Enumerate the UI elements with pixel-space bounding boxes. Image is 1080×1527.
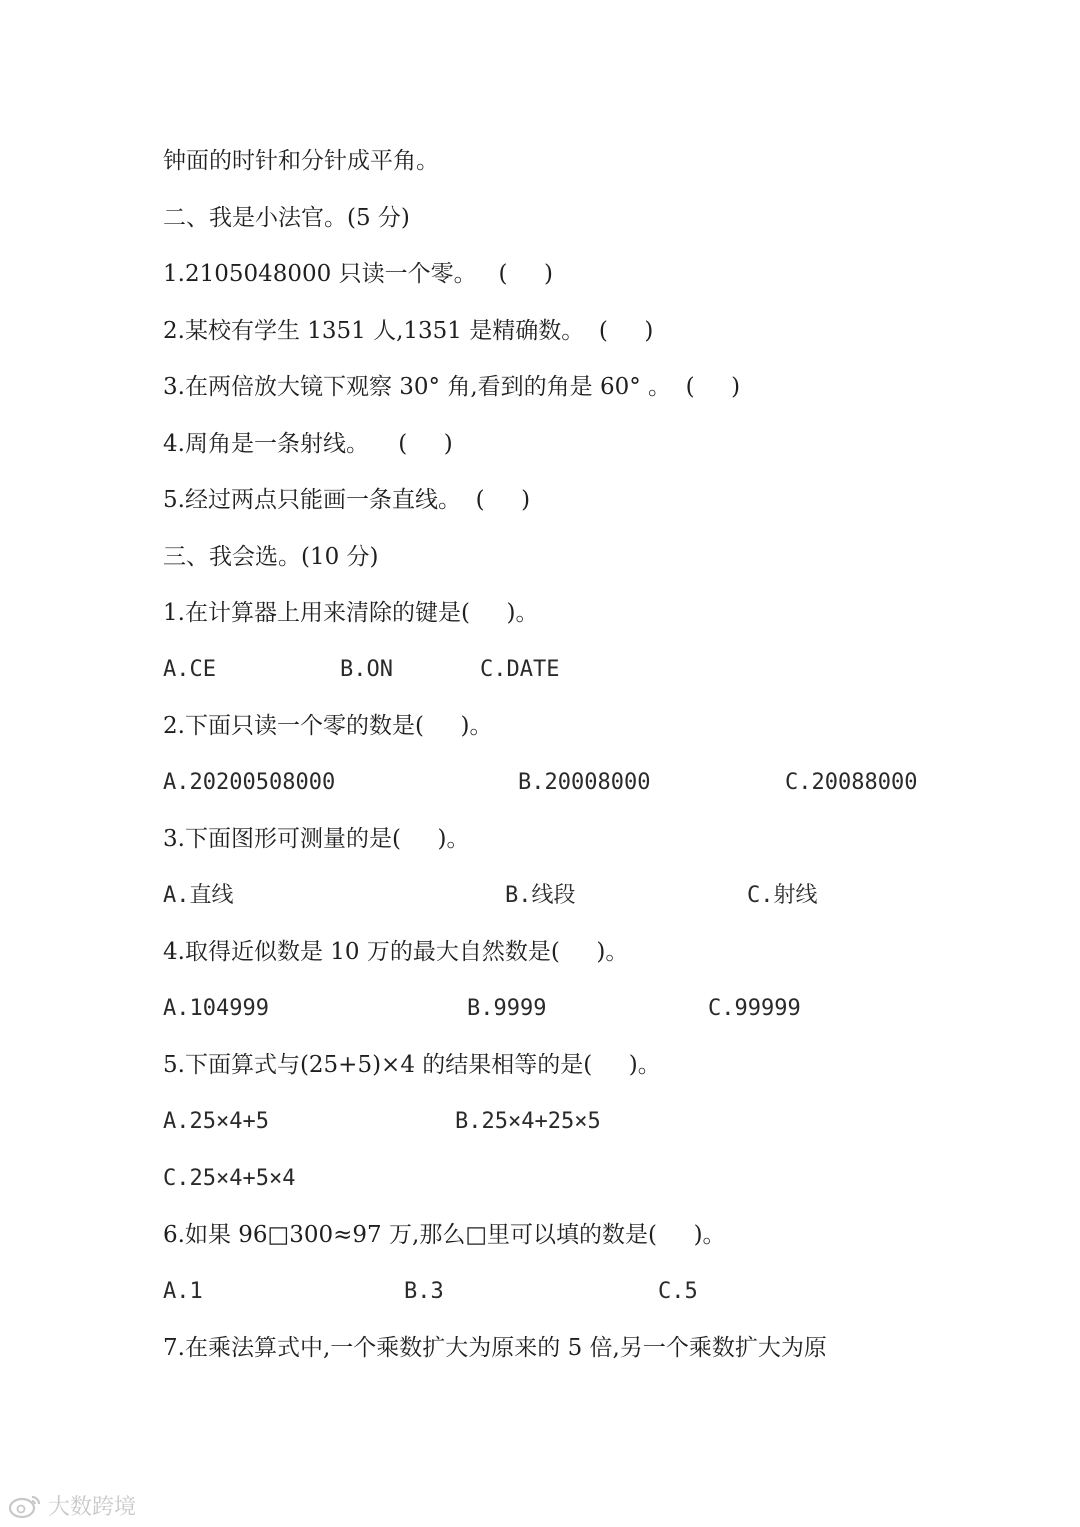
q6-option-a: A.1 — [163, 1279, 203, 1304]
q1-option-c: C.DATE — [480, 657, 560, 682]
q2-option-b: B.20008000 — [518, 770, 651, 795]
judge-item-4: 4.周角是一条射线。 ( ) — [163, 431, 453, 457]
choice-question-6: 6.如果 96□300≈97 万,那么□里可以填的数是( )。 — [163, 1222, 726, 1248]
choice-question-5: 5.下面算式与(25+5)×4 的结果相等的是( )。 — [163, 1052, 661, 1078]
watermark — [8, 1490, 136, 1521]
q1-option-a: A.CE — [163, 657, 216, 682]
section-3-heading: 三、我会选。(10 分) — [163, 544, 379, 570]
choice-question-7: 7.在乘法算式中,一个乘数扩大为原来的 5 倍,另一个乘数扩大为原 — [163, 1335, 827, 1361]
choice-question-2: 2.下面只读一个零的数是( )。 — [163, 713, 493, 739]
q2-option-c: C.20088000 — [785, 770, 918, 795]
section-2-heading: 二、我是小法官。(5 分) — [163, 205, 410, 231]
q3-option-a: A.直线 — [163, 883, 234, 908]
q5-option-a: A.25×4+5 — [163, 1109, 269, 1134]
judge-item-1: 1.2105048000 只读一个零。 ( ) — [163, 261, 554, 287]
judge-item-3: 3.在两倍放大镜下观察 30° 角,看到的角是 60° 。 ( ) — [163, 374, 741, 400]
q5-option-c: C.25×4+5×4 — [163, 1166, 296, 1191]
judge-item-2: 2.某校有学生 1351 人,1351 是精确数。 ( ) — [163, 318, 654, 344]
weibo-logo-icon — [8, 1493, 44, 1519]
judge-item-5: 5.经过两点只能画一条直线。 ( ) — [163, 487, 531, 513]
choice-question-1: 1.在计算器上用来清除的键是( )。 — [163, 600, 539, 626]
q2-option-a: A.20200508000 — [163, 770, 336, 795]
previous-question-tail: 钟面的时针和分针成平角。 — [163, 148, 439, 174]
q4-option-a: A.104999 — [163, 996, 269, 1021]
q5-option-b: B.25×4+25×5 — [455, 1109, 601, 1134]
q1-option-b: B.ON — [340, 657, 393, 682]
q3-option-c: C.射线 — [747, 883, 818, 908]
choice-question-4: 4.取得近似数是 10 万的最大自然数是( )。 — [163, 939, 629, 965]
q3-option-b: B.线段 — [505, 883, 576, 908]
q4-option-b: B.9999 — [467, 996, 547, 1021]
q6-option-b: B.3 — [404, 1279, 444, 1304]
watermark-text: 大数跨境 — [48, 1495, 137, 1520]
choice-question-3: 3.下面图形可测量的是( )。 — [163, 826, 470, 852]
q4-option-c: C.99999 — [708, 996, 801, 1021]
q6-option-c: C.5 — [658, 1279, 698, 1304]
